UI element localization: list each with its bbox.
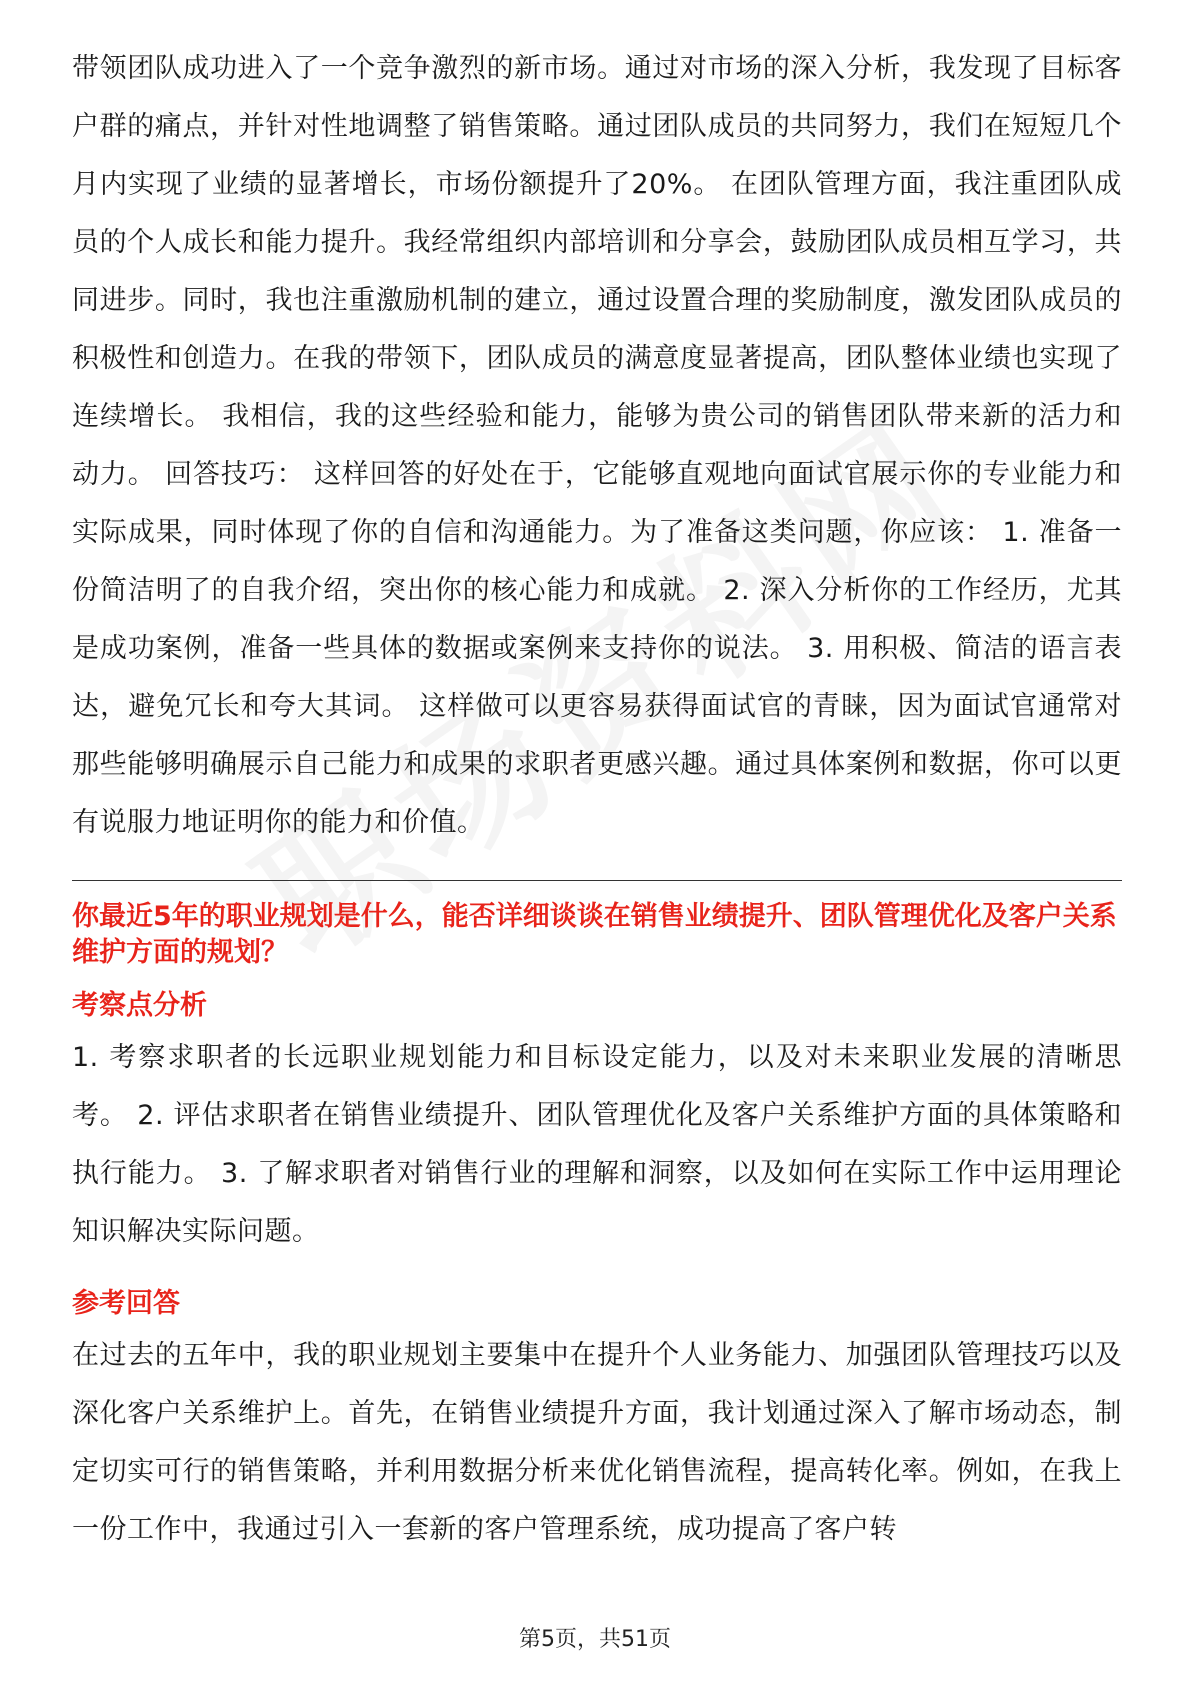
document-page [72, 40, 1122, 1559]
answer-paragraph: 在过去的五年中，我的职业规划主要集中在提升个人业务能力、加强团队管理技巧以及深化客户关系维护上。首先，在销售业绩提升方面，我计划通过深入了解市场动态，制定切实可行的销售策略，并利用数据分析来优化销售流程，提高转化率。例如，在我上一份工作中，我通过引入一套新的客户管理系统，成功提高了客户转 [72, 1340, 1122, 1545]
question-heading: 你最近5年的职业规划是什么，能否详细谈谈在销售业绩提升、团队管理优化及客户关系维护方面的规划？ [72, 901, 1117, 968]
page-number: 第5页，共51页 [519, 1627, 671, 1652]
intro-paragraph: 带领团队成功进入了一个竞争激烈的新市场。通过对市场的深入分析，我发现了目标客户群的痛点，并针对性地调整了销售策略。通过团队成员的共同努力，我们在短短几个月内实现了业绩的显著增长，市场份额提升了20%。 在团队管理方面，我注重团队成员的个人成长和能力提升。我经常组织内部培训和分享会，鼓励团队成员相互学习，共同进步。同时，我也注重激励机制的建立，通过设置合理的奖励制度，激发团队成员的积极性和创造力。在我的带领下，团队成员的满意度显著提高，团队整体业绩也实现了连续增长。 我相信，我的这些经验和能力，能够为贵公司的销售团队带来新的活力和动力。 回答技巧： 这样回答的好处在于，它能够直观地向面试官展示你的专业能力和实际成果，同时体现了你的自信和沟通能力。为了准备这类问题，你应该： 1. 准备一份简洁明了的自我介绍，突出你的核心能力和成就。 2. 深入分析你的工作经历，尤其是成功案例，准备一些具体的数据或案例来支持你的说法。 3. 用积极、简洁的语言表达，避免冗长和夸大其词。 这样做可以更容易获得面试官的青睐，因为面试官通常对那些能够明确展示自己能力和成果的求职者更感兴趣。通过具体案例和数据，你可以更有说服力地证明你的能力和价值。 [72, 53, 1122, 838]
analysis-heading: 考察点分析 [72, 990, 207, 1021]
answer-heading: 参考回答 [72, 1288, 180, 1319]
analysis-paragraph: 1. 考察求职者的长远职业规划能力和目标设定能力，以及对未来职业发展的清晰思考。 2. 评估求职者在销售业绩提升、团队管理优化及客户关系维护方面的具体策略和执行能力。 3. 了解求职者对销售行业的理解和洞察，以及如何在实际工作中运用理论知识解决实际问题。 [72, 1042, 1122, 1247]
section-divider [72, 880, 1122, 881]
